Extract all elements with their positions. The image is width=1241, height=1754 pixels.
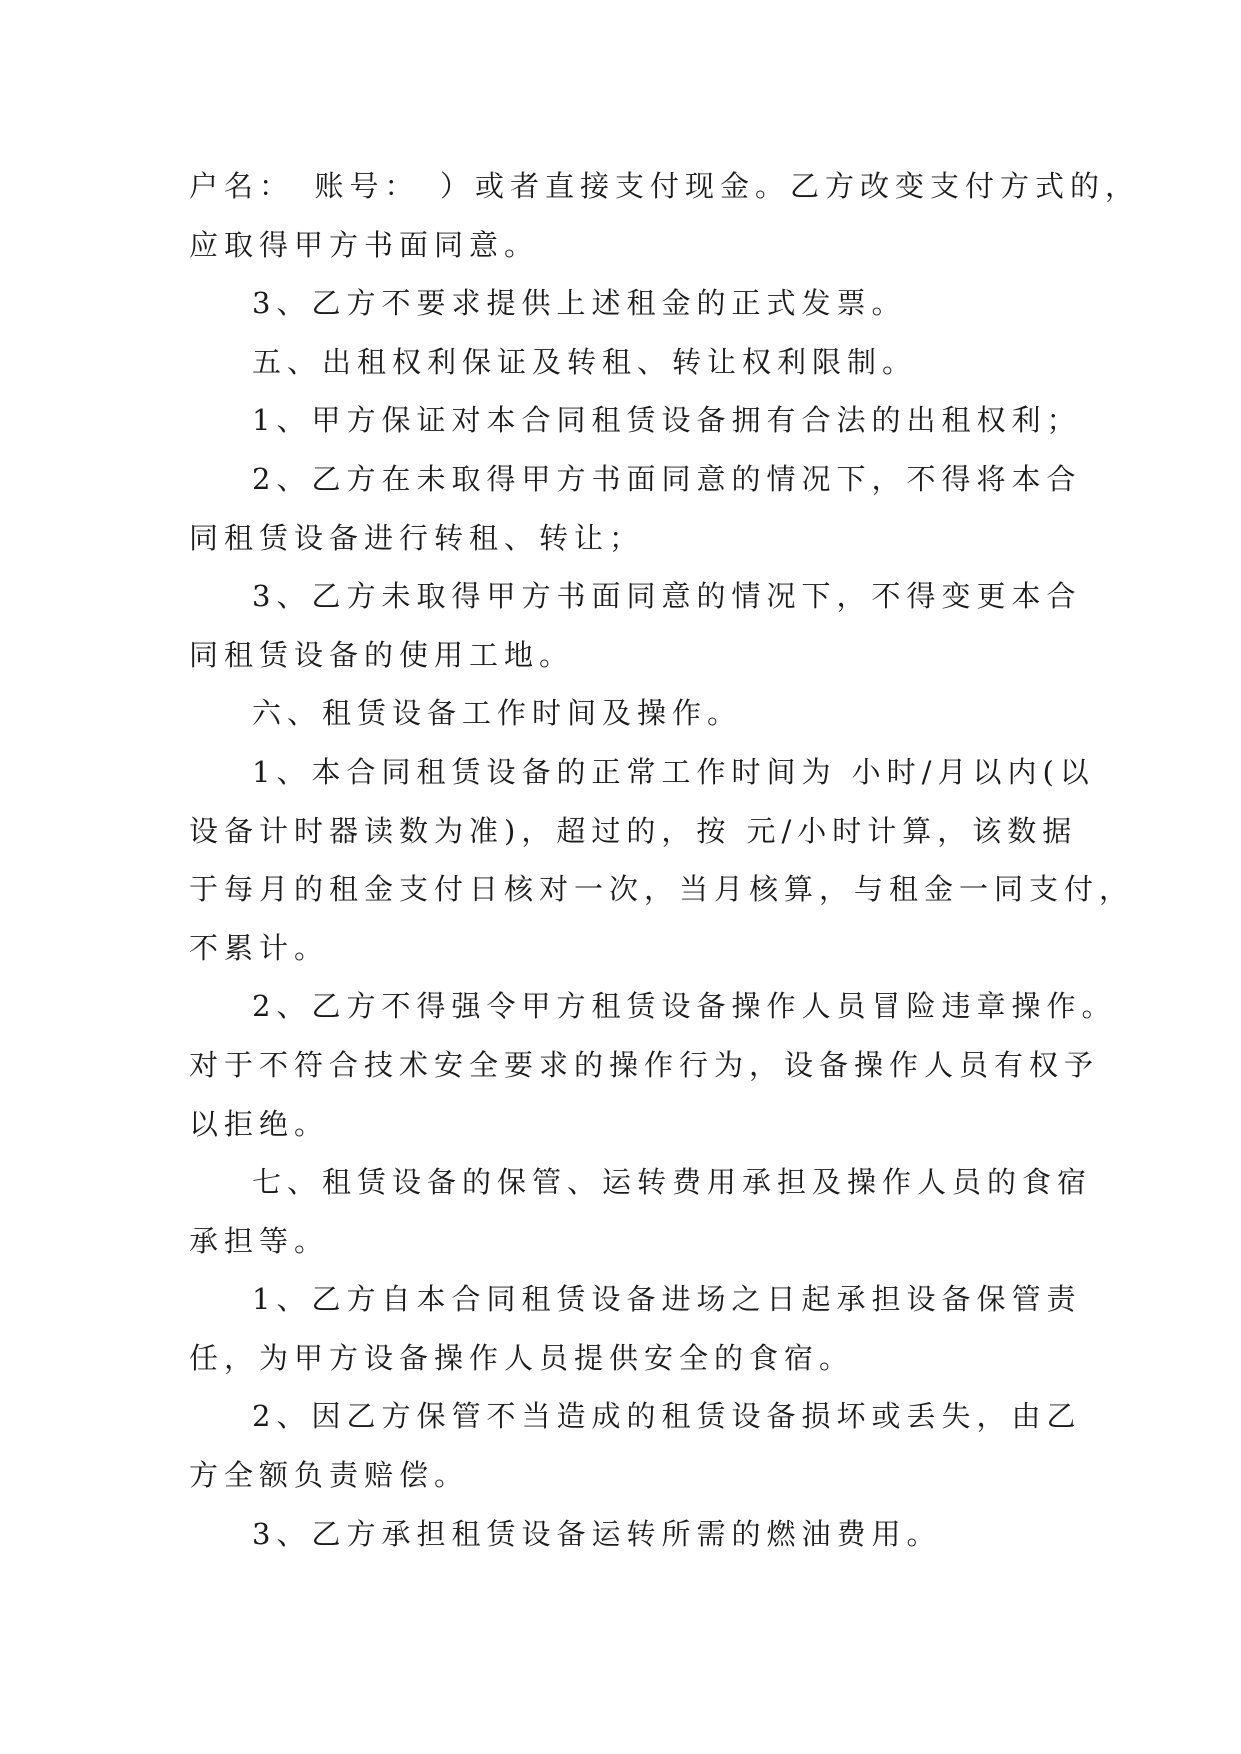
- text-line: 七、租赁设备的保管、运转费用承担及操作人员的食宿: [252, 1165, 1093, 1200]
- text-line: 方全额负责赔偿。: [189, 1458, 470, 1493]
- paragraph-clause-6-1: [189, 743, 1135, 977]
- text-line: 于每月的租金支付日核对一次，当月核算，与租金一同支付，: [189, 872, 1135, 907]
- section-heading-6: [189, 684, 1065, 743]
- paragraph-clause-5-2: [189, 450, 1082, 567]
- text-line: 3、乙方不要求提供上述租金的正式发票。: [252, 286, 907, 321]
- paragraph-clause-5-3: [189, 567, 1082, 684]
- text-line: 户名： 账号： ）或者直接支付现金。乙方改变支付方式的，: [189, 169, 1141, 203]
- text-line: 六、租赁设备工作时间及操作。: [252, 696, 743, 731]
- text-line: 设备计时器读数为准)，超过的，按 元/小时计算，该数据: [189, 813, 1078, 848]
- text-line: 以拒绝。: [189, 1106, 330, 1141]
- text-line: 2、乙方不得强令甲方租赁设备操作人员冒险违章操作。: [252, 989, 1117, 1024]
- section-heading-7: [189, 1153, 1093, 1270]
- paragraph-clause-6-2: [189, 977, 1117, 1153]
- text-line: 对于不符合技术安全要求的操作行为，设备操作人员有权予: [189, 1047, 1100, 1082]
- paragraph-payment-method: [189, 157, 1141, 274]
- text-line: 五、出租权利保证及转租、转让权利限制。: [252, 344, 918, 379]
- paragraph-clause-5-1: [189, 391, 1082, 450]
- paragraph-clause-7-2: [189, 1387, 1082, 1504]
- text-line: 承担等。: [189, 1223, 330, 1258]
- text-line: 应取得甲方书面同意。: [189, 227, 540, 262]
- document-body: [189, 157, 1141, 1563]
- text-line: 任，为甲方设备操作人员提供安全的食宿。: [189, 1340, 855, 1375]
- paragraph-clause-7-3: [189, 1505, 1065, 1564]
- text-line: 3、乙方未取得甲方书面同意的情况下，不得变更本合: [252, 579, 1082, 614]
- text-line: 2、因乙方保管不当造成的租赁设备损坏或丢失，由乙: [252, 1399, 1082, 1434]
- text-line: 1、甲方保证对本合同租赁设备拥有合法的出租权利；: [252, 403, 1082, 438]
- section-heading-5: [189, 333, 1065, 392]
- text-line: 同租赁设备的使用工地。: [189, 637, 575, 672]
- text-line: 1、本合同租赁设备的正常工作时间为 小时/月以内(以: [252, 754, 1095, 789]
- paragraph-clause-7-1: [189, 1270, 1082, 1387]
- text-line: 3、乙方承担租赁设备运转所需的燃油费用。: [252, 1516, 942, 1551]
- text-line: 1、乙方自本合同租赁设备进场之日起承担设备保管责: [252, 1282, 1082, 1317]
- text-line: 不累计。: [189, 930, 330, 965]
- paragraph-invoice-clause: [189, 274, 1065, 333]
- text-line: 同租赁设备进行转租、转让；: [189, 520, 645, 555]
- text-line: 2、乙方在未取得甲方书面同意的情况下，不得将本合: [252, 461, 1082, 496]
